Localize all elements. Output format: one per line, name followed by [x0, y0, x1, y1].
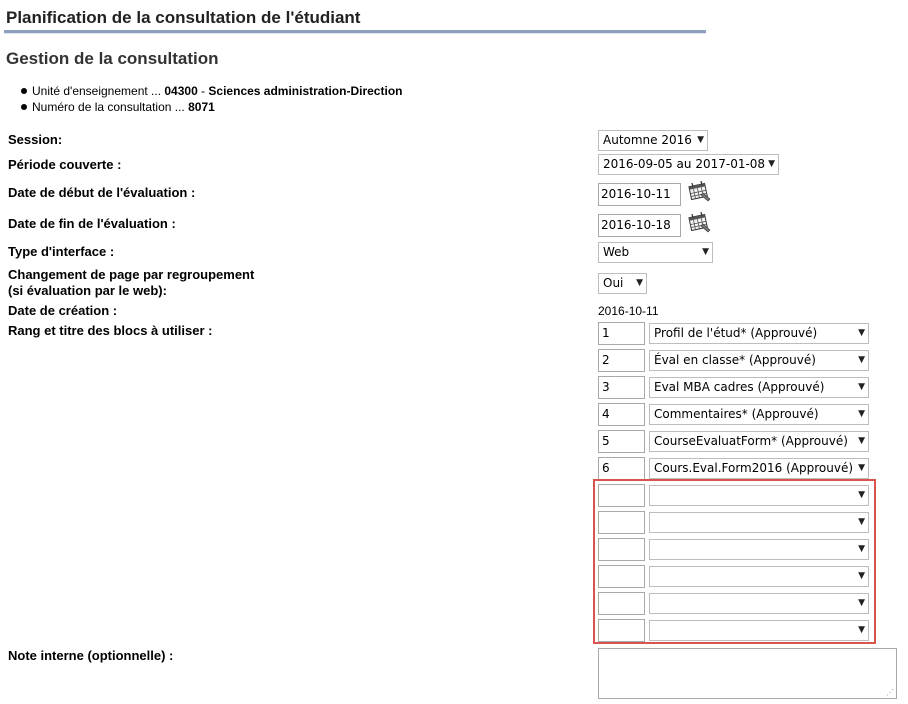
page-change-label-line1: Changement de page par regroupement — [8, 267, 255, 282]
chevron-down-icon: ▼ — [702, 247, 709, 257]
start-date-label: Date de début de l'évaluation : — [8, 185, 196, 200]
chevron-down-icon: ▼ — [858, 490, 865, 500]
chevron-down-icon: ▼ — [858, 328, 865, 338]
block-rank-input[interactable]: 6 — [598, 457, 645, 480]
block-title-value: Cours.Eval.Form2016 (Approuvé) — [654, 461, 854, 475]
chevron-down-icon: ▼ — [858, 571, 865, 581]
period-label: Période couverte : — [8, 157, 122, 172]
chevron-down-icon: ▼ — [858, 436, 865, 446]
block-title-select[interactable] — [649, 458, 869, 479]
chevron-down-icon: ▼ — [858, 625, 865, 635]
start-date-input[interactable]: 2016-10-11 — [598, 183, 681, 206]
course-unit-label: Unité d'enseignement ... — [32, 84, 165, 98]
block-title-select[interactable] — [649, 377, 869, 398]
course-unit-separator: - — [197, 84, 209, 98]
creation-date-label: Date de création : — [8, 303, 118, 318]
block-title-value: Éval en classe* (Approuvé) — [654, 353, 816, 367]
empty-blocks-highlight — [593, 479, 876, 644]
block-title-value: Eval MBA cadres (Approuvé) — [654, 380, 825, 394]
block-title-select[interactable] — [649, 431, 869, 452]
chevron-down-icon: ▼ — [858, 463, 865, 473]
chevron-down-icon: ▼ — [697, 135, 704, 145]
session-select[interactable] — [598, 130, 708, 151]
chevron-down-icon: ▼ — [858, 544, 865, 554]
chevron-down-icon: ▼ — [768, 159, 775, 169]
consultation-number-label: Numéro de la consultation ... — [32, 100, 189, 114]
title-divider — [4, 30, 706, 34]
page-title: Planification de la consultation de l'étudiant — [6, 8, 361, 27]
calendar-icon[interactable] — [688, 211, 712, 238]
calendar-icon[interactable] — [688, 180, 712, 207]
course-unit-name: Sciences administration-Direction — [208, 84, 403, 98]
block-title-value: Commentaires* (Approuvé) — [654, 407, 819, 421]
block-title-select[interactable] — [649, 404, 869, 425]
creation-date-value: 2016-10-11 — [598, 304, 659, 318]
page-change-label — [8, 267, 254, 299]
block-rank-input[interactable]: 5 — [598, 430, 645, 453]
block-title-select[interactable] — [649, 350, 869, 371]
block-rank-input[interactable]: 1 — [598, 322, 645, 345]
resize-grip-icon[interactable]: ⋰ — [886, 688, 894, 697]
page-change-select[interactable] — [598, 273, 647, 294]
page-change-label-line2: (si évaluation par le web): — [8, 283, 167, 298]
info-list — [32, 83, 402, 115]
chevron-down-icon: ▼ — [858, 382, 865, 392]
block-title-select[interactable] — [649, 323, 869, 344]
session-label: Session: — [8, 132, 63, 147]
chevron-down-icon: ▼ — [858, 355, 865, 365]
list-item — [32, 83, 402, 99]
internal-note-textarea[interactable] — [598, 648, 897, 699]
internal-note-label: Note interne (optionnelle) : — [8, 648, 174, 663]
consultation-number-value: 8071 — [188, 100, 215, 114]
page-change-value: Oui — [603, 276, 624, 290]
end-date-input[interactable]: 2016-10-18 — [598, 214, 681, 237]
block-rank-input[interactable]: 3 — [598, 376, 645, 399]
course-unit-code: 04300 — [164, 84, 198, 98]
interface-type-select[interactable] — [598, 242, 713, 263]
list-item — [32, 99, 402, 115]
interface-type-label: Type d'interface : — [8, 244, 115, 259]
block-title-value: CourseEvaluatForm* (Approuvé) — [654, 434, 848, 448]
interface-type-value: Web — [603, 245, 630, 259]
block-title-value: Profil de l'étud* (Approuvé) — [654, 326, 818, 340]
session-select-value: Automne 2016 — [603, 133, 692, 147]
chevron-down-icon: ▼ — [858, 517, 865, 527]
period-select[interactable] — [598, 154, 779, 175]
chevron-down-icon: ▼ — [858, 409, 865, 419]
block-rank-input[interactable]: 2 — [598, 349, 645, 372]
blocks-label: Rang et titre des blocs à utiliser : — [8, 323, 213, 338]
chevron-down-icon: ▼ — [636, 278, 643, 288]
chevron-down-icon: ▼ — [858, 598, 865, 608]
period-select-value: 2016-09-05 au 2017-01-08 — [603, 157, 766, 171]
section-title: Gestion de la consultation — [6, 49, 219, 68]
block-rank-input[interactable]: 4 — [598, 403, 645, 426]
end-date-label: Date de fin de l'évaluation : — [8, 216, 176, 231]
